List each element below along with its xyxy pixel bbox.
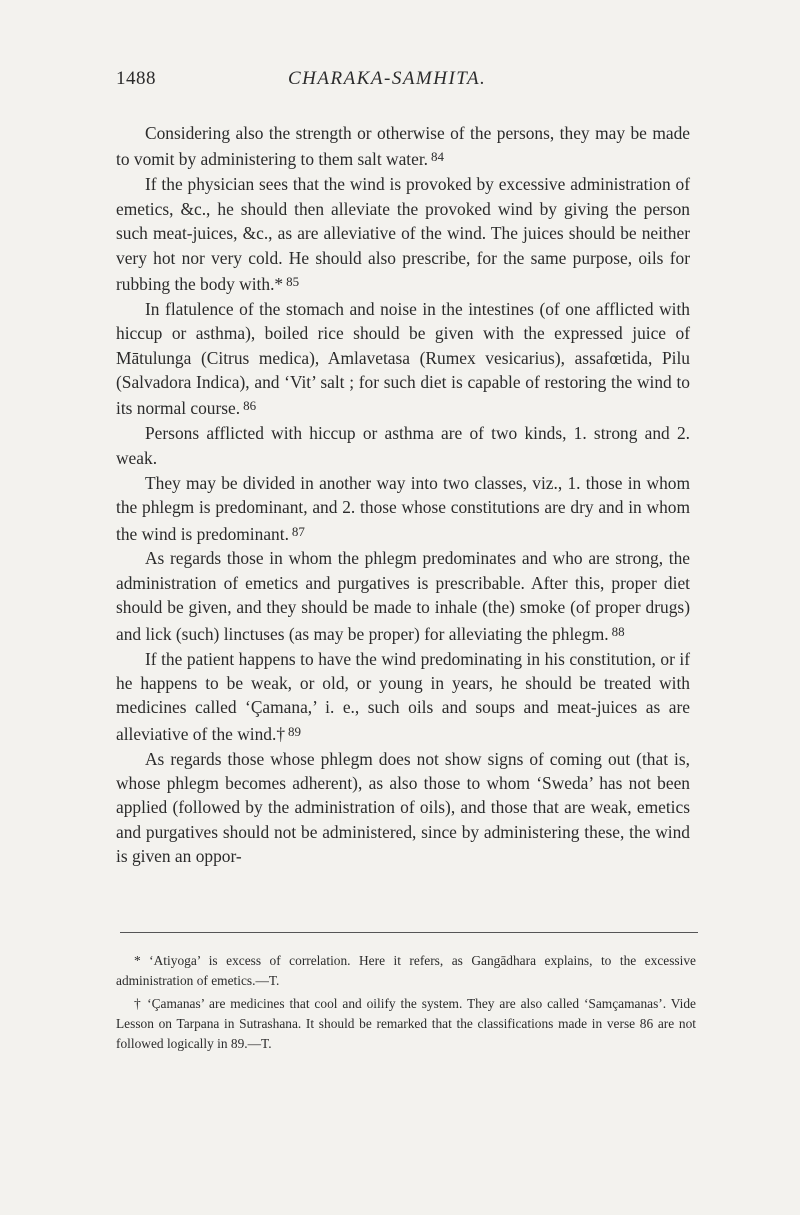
paragraph-text: Persons afflicted with hiccup or asthma are of two kinds, 1. strong and 2. weak.	[116, 423, 690, 468]
paragraph	[116, 546, 690, 646]
verse-number: 89	[288, 723, 302, 739]
verse-number: 85	[286, 273, 300, 289]
paragraph-text: In flatulence of the stomach and noise in the intestines (of one afflicted with hiccup or asthma), boiled rice should be given with the expressed juice of Mātulunga (Citrus medica), Amlavetasa (Rumex vesicarius), assafœtida, Pilu (Salvadora Indica), and ‘Vit’ salt ; for such diet is capable of restoring the wind to its normal course.	[116, 298, 690, 419]
paragraph	[116, 297, 690, 421]
paragraph-text: If the patient happens to have the wind predominating in his constitution, or if he happens to be weak, or old, or young in years, he should be treated with medicines called ‘Çamana,’ i. e., such oils and soups and meat-juices as are alleviative of the wind.†	[116, 648, 690, 744]
page-header	[116, 68, 696, 94]
paragraph-text: If the physician sees that the wind is provoked by excessive administration of emetics, &c., he should then alleviate the provoked wind by giving the person such meat-juices, &c., as are alleviative of the wind. The juices should be neither very hot nor very cold. He should also prescribe, for the same purpose, oils for rubbing the body with.*	[116, 174, 690, 294]
footnote: † ‘Çamanas’ are medicines that cool and oilify the system. They are also called ‘Samçamanas’. Vide Lesson on Tarpana in Sutrashana. It should be remarked that the classifications made in verse 86 are not followed logically in 89.—T.	[116, 996, 696, 1051]
paragraph	[116, 647, 690, 747]
paragraph	[116, 121, 690, 172]
footnote-divider	[120, 932, 698, 933]
paragraph	[116, 471, 690, 546]
paragraph	[116, 172, 690, 296]
footnote: * ‘Atiyoga’ is excess of correlation. Here it refers, as Gangādhara explains, to the excessive administration of emetics.—T.	[116, 953, 696, 988]
verse-number: 86	[243, 398, 257, 414]
running-title: CHARAKA-SAMHITA.	[288, 68, 487, 89]
footnotes	[116, 951, 696, 1057]
paragraph-text: As regards those in whom the phlegm predominates and who are strong, the administration of emetics and purgatives is prescribable. After this, proper diet should be given, and they should be made to inhale (the) smoke (of proper drugs) and lick (such) linctuses (as may be proper) for alleviating the phlegm.	[116, 548, 690, 644]
paragraph	[116, 747, 690, 869]
body-text	[116, 121, 690, 869]
page-number: 1488	[116, 68, 156, 89]
paragraph-text: As regards those whose phlegm does not show signs of coming out (that is, whose phlegm becomes adherent), as also those to whom ‘Sweda’ has not been applied (followed by the administration of oils), and those that are weak, emetics and purgatives should not be administered, since by administering these, the wind is given an oppor-	[116, 748, 690, 867]
paragraph	[116, 421, 690, 470]
paragraph-text: They may be divided in another way into two classes, viz., 1. those in whom the phlegm is predominant, and 2. those whose constitutions are dry and in whom the wind is predominant.	[116, 472, 690, 544]
verse-number: 84	[431, 149, 445, 165]
paragraph-text: Considering also the strength or otherwise of the persons, they may be made to vomit by administering to them salt water.	[116, 123, 690, 170]
verse-number: 87	[291, 523, 305, 539]
verse-number: 88	[611, 623, 625, 639]
